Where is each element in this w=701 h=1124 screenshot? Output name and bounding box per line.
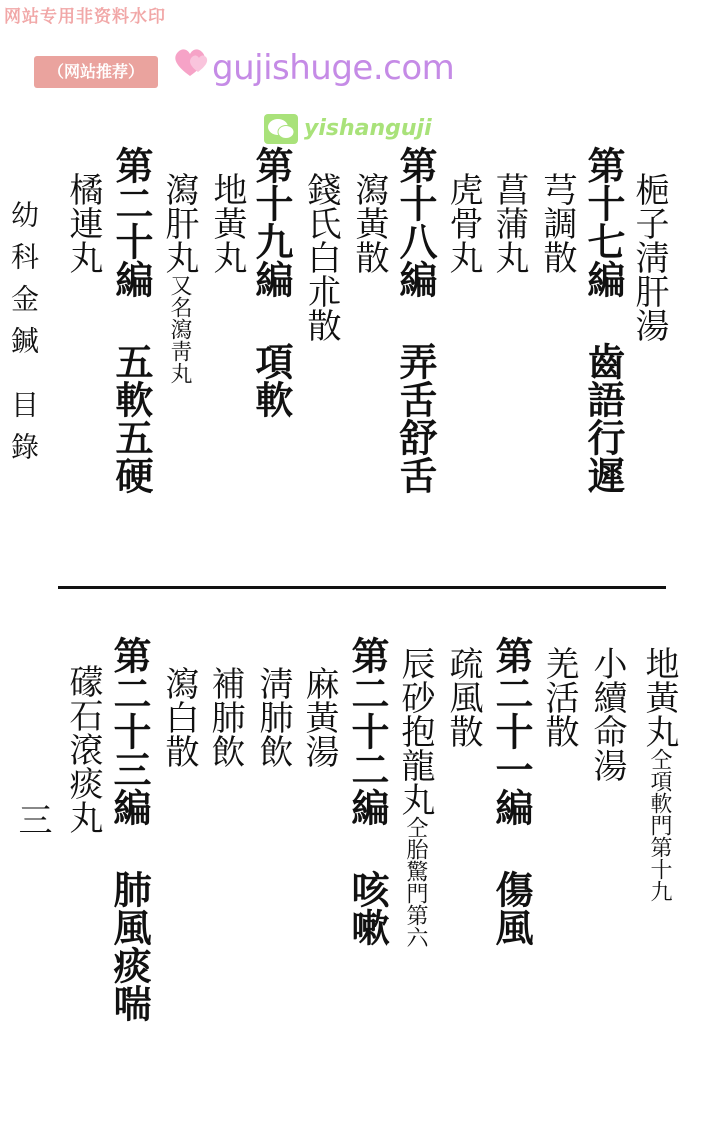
toc-item: 地黃丸 (207, 172, 247, 274)
toc-item: 礞石滾痰丸 (63, 664, 103, 834)
heart-icon (170, 42, 210, 82)
toc-item: 補肺飲 (205, 666, 245, 768)
toc-item: 瀉白散 (159, 666, 199, 768)
toc-item: 錢氏白朮散 (301, 172, 341, 342)
wechat-icon (264, 114, 298, 144)
toc-item: 芎調散 (537, 172, 577, 274)
toc-item: 羌活散 (539, 646, 579, 748)
toc-item: 淸肺飲 (253, 666, 293, 768)
toc-item: 菖蒲丸 (489, 172, 529, 274)
page-number: 三 (12, 802, 52, 836)
toc-item: 虎骨丸 (443, 172, 483, 274)
toc-chapter-heading: 第十九編項軟 (249, 146, 294, 418)
section-label: 目錄 (7, 390, 40, 474)
toc-item: 橘連丸 (63, 172, 103, 274)
toc-item: 梔子淸肝湯 (629, 172, 669, 342)
watermark-site: gujishuge.com (212, 48, 455, 88)
section-divider (58, 586, 666, 589)
toc-chapter-heading: 第十八編弄舌舒舌 (393, 146, 438, 494)
toc-chapter-heading: 第二十一編傷風 (489, 636, 534, 946)
toc-chapter-heading: 第十七編齒語行遲 (581, 146, 626, 494)
toc-item: 地黃丸仝項軟門第十九 (639, 646, 679, 902)
toc-chapter-heading: 第二十二編咳嗽 (345, 636, 390, 946)
book-spine (6, 200, 40, 474)
toc-item: 瀉肝丸又名瀉靑丸 (159, 172, 199, 384)
toc-item: 辰砂抱龍丸仝胎驚門第六 (395, 646, 435, 948)
toc-item: 瀉黃散 (349, 172, 389, 274)
watermark-wechat: yishanguji (304, 116, 432, 141)
toc-chapter-heading: 第二十編五軟五硬 (109, 146, 154, 494)
book-title: 幼科金鍼 (7, 200, 40, 368)
toc-item: 小續命湯 (587, 646, 627, 782)
watermark-badge: （网站推荐） (34, 56, 158, 88)
toc-item: 麻黃湯 (299, 666, 339, 768)
watermark-text: 网站专用非资料水印 (4, 7, 166, 27)
toc-item: 疏風散 (443, 646, 483, 748)
toc-chapter-heading: 第二十三編肺風痰喘 (107, 636, 152, 1022)
